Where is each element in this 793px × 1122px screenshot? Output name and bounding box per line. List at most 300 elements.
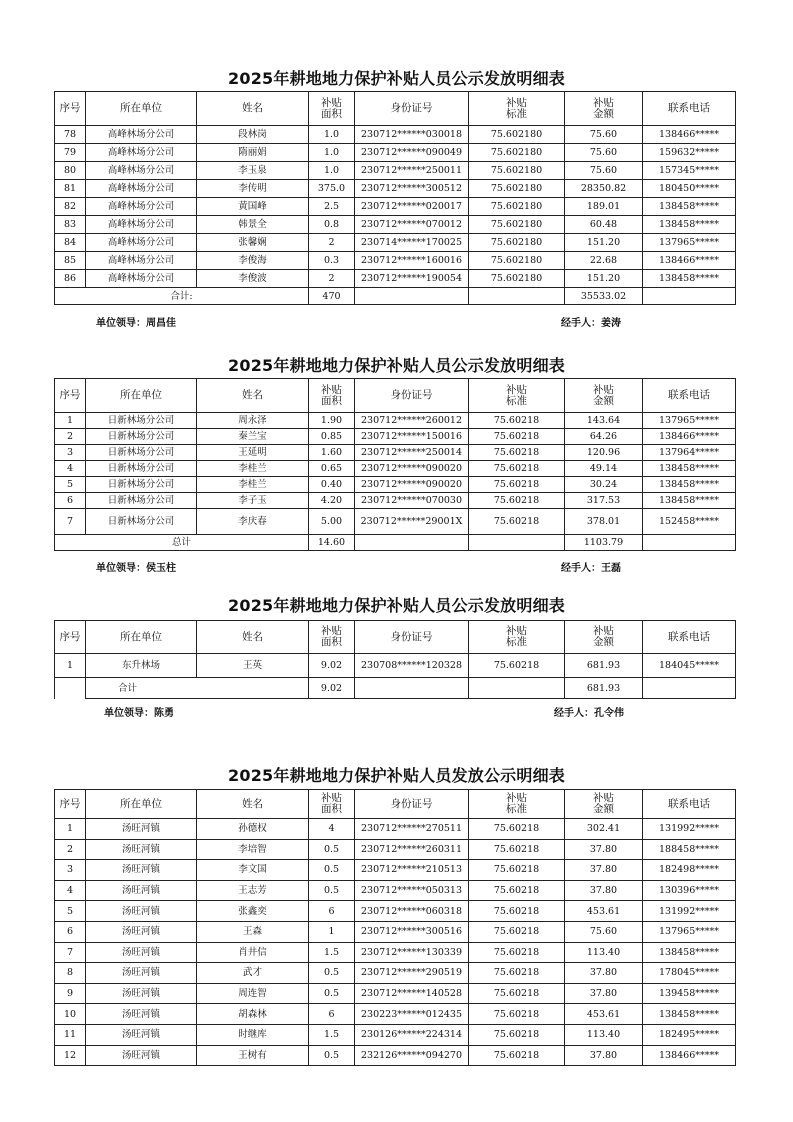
- col-name-header: 姓名: [197, 379, 309, 413]
- row-area: 1.5: [309, 1024, 355, 1045]
- row-unit: 汤旺河镇: [86, 860, 197, 881]
- row-seq: 2: [55, 429, 86, 445]
- row-seq: 86: [55, 270, 86, 288]
- row-id: 230223******012435: [355, 1004, 469, 1025]
- row-area: 4.20: [309, 493, 355, 509]
- row-area: 4: [309, 819, 355, 840]
- row-id: 230712******090020: [355, 461, 469, 477]
- section-4-title: 2025年耕地地力保护补贴人员发放公示明细表: [228, 766, 565, 785]
- row-amount: 453.61: [565, 901, 643, 922]
- row-std: 75.60218: [469, 654, 565, 678]
- row-name: 张馨娴: [197, 234, 309, 252]
- row-std: 75.602180: [469, 234, 565, 252]
- total-area: 9.02: [309, 678, 355, 699]
- col-amount-header: 补贴 金额: [565, 621, 643, 654]
- row-phone: 138458*****: [643, 477, 736, 493]
- row-seq: 82: [55, 198, 86, 216]
- row-id: 230712******250011: [355, 162, 469, 180]
- col-id-header: 身份证号: [355, 379, 469, 413]
- row-unit: 日新林场分公司: [86, 445, 197, 461]
- row-phone: 182495*****: [643, 1024, 736, 1045]
- row-unit: 汤旺河镇: [86, 880, 197, 901]
- col-phone-header: 联系电话: [643, 379, 736, 413]
- col-std-header: 补贴 标准: [469, 621, 565, 654]
- row-unit: 日新林场分公司: [86, 429, 197, 445]
- col-amount-header: 补贴 金额: [565, 790, 643, 819]
- row-amount: 30.24: [565, 477, 643, 493]
- col-seq-header: 序号: [55, 790, 86, 819]
- row-name: 李培智: [197, 839, 309, 860]
- total-amount: 35533.02: [565, 288, 643, 305]
- col-amount-header: 补贴 金额: [565, 379, 643, 413]
- col-area-header: 补贴 面积: [309, 379, 355, 413]
- total-row: [55, 535, 736, 551]
- row-phone: 180450*****: [643, 180, 736, 198]
- row-std: 75.60218: [469, 445, 565, 461]
- row-area: 1.90: [309, 413, 355, 429]
- section-1-title: 2025年耕地地力保护补贴人员公示发放明细表: [228, 69, 565, 88]
- row-std: 75.602180: [469, 198, 565, 216]
- row-std: 75.602180: [469, 216, 565, 234]
- table-header-row: [55, 790, 736, 819]
- row-id: 230712******260311: [355, 839, 469, 860]
- empty-cell: [355, 535, 469, 551]
- col-seq-header: 序号: [55, 621, 86, 654]
- row-phone: 137965*****: [643, 234, 736, 252]
- row-phone: 131992*****: [643, 901, 736, 922]
- row-phone: 184045*****: [643, 654, 736, 678]
- row-unit: 日新林场分公司: [86, 461, 197, 477]
- row-amount: 37.80: [565, 983, 643, 1004]
- row-unit: 高峰林场分公司: [86, 270, 197, 288]
- row-area: 2: [309, 234, 355, 252]
- table-row: [55, 162, 736, 180]
- row-phone: 159632*****: [643, 144, 736, 162]
- table-row: [55, 509, 736, 535]
- row-phone: 157345*****: [643, 162, 736, 180]
- row-name: 肖井信: [197, 942, 309, 963]
- row-amount: 378.01: [565, 509, 643, 535]
- row-name: 王志芳: [197, 880, 309, 901]
- row-phone: 138466*****: [643, 126, 736, 144]
- table-row: [55, 963, 736, 984]
- row-unit: 高峰林场分公司: [86, 234, 197, 252]
- row-unit: 高峰林场分公司: [86, 180, 197, 198]
- row-std: 75.602180: [469, 252, 565, 270]
- col-amount-header: 补贴 金额: [565, 92, 643, 126]
- total-area: 470: [309, 288, 355, 305]
- row-name: 张鑫奕: [197, 901, 309, 922]
- row-amount: 189.01: [565, 198, 643, 216]
- row-std: 75.60218: [469, 942, 565, 963]
- row-unit: 高峰林场分公司: [86, 144, 197, 162]
- row-seq: 6: [55, 921, 86, 942]
- row-std: 75.60218: [469, 493, 565, 509]
- empty-cell: [355, 678, 469, 699]
- row-area: 0.3: [309, 252, 355, 270]
- row-area: 0.40: [309, 477, 355, 493]
- row-seq: 5: [55, 901, 86, 922]
- row-unit: 日新林场分公司: [86, 493, 197, 509]
- row-id: 230712******070012: [355, 216, 469, 234]
- row-id: 230712******160016: [355, 252, 469, 270]
- row-name: 王树有: [197, 1045, 309, 1066]
- row-seq: 7: [55, 942, 86, 963]
- empty-cell: [643, 288, 736, 305]
- row-name: 周连智: [197, 983, 309, 1004]
- total-amount: 1103.79: [565, 535, 643, 551]
- row-area: 1.0: [309, 144, 355, 162]
- row-std: 75.60218: [469, 429, 565, 445]
- col-unit-header: 所在单位: [86, 790, 197, 819]
- row-area: 0.5: [309, 983, 355, 1004]
- table-row: [55, 413, 736, 429]
- row-amount: 37.80: [565, 839, 643, 860]
- row-phone: 138458*****: [643, 216, 736, 234]
- row-id: 230708******120328: [355, 654, 469, 678]
- unit-leader: 单位领导：周昌佳: [96, 318, 176, 329]
- row-area: 1.0: [309, 126, 355, 144]
- row-name: 李庆春: [197, 509, 309, 535]
- row-unit: 汤旺河镇: [86, 921, 197, 942]
- section-3-table: [54, 620, 736, 699]
- row-unit: 日新林场分公司: [86, 477, 197, 493]
- row-unit: 高峰林场分公司: [86, 216, 197, 234]
- col-std-header: 补贴 标准: [469, 92, 565, 126]
- row-area: 2.5: [309, 198, 355, 216]
- row-id: 230712******210513: [355, 860, 469, 881]
- col-area-header: 补贴 面积: [309, 621, 355, 654]
- row-area: 1: [309, 921, 355, 942]
- row-id: 230712******070030: [355, 493, 469, 509]
- row-std: 75.60218: [469, 963, 565, 984]
- section-1-table: [54, 91, 736, 305]
- row-seq: 11: [55, 1024, 86, 1045]
- row-phone: 131992*****: [643, 819, 736, 840]
- table-header-row: [55, 621, 736, 654]
- row-id: 230712******090020: [355, 477, 469, 493]
- row-amount: 113.40: [565, 1024, 643, 1045]
- row-amount: 64.26: [565, 429, 643, 445]
- row-std: 75.60218: [469, 983, 565, 1004]
- empty-cell: [643, 678, 736, 699]
- row-name: 李俊波: [197, 270, 309, 288]
- row-id: 230712******150016: [355, 429, 469, 445]
- row-name: 韩景全: [197, 216, 309, 234]
- row-amount: 143.64: [565, 413, 643, 429]
- unit-leader: 单位领导：侯玉柱: [96, 563, 176, 574]
- table-row: [55, 144, 736, 162]
- row-area: 0.5: [309, 860, 355, 881]
- col-phone-header: 联系电话: [643, 621, 736, 654]
- table-row: [55, 216, 736, 234]
- row-amount: 113.40: [565, 942, 643, 963]
- total-row: [55, 678, 736, 699]
- row-amount: 37.80: [565, 1045, 643, 1066]
- row-amount: 317.53: [565, 493, 643, 509]
- total-area: 14.60: [309, 535, 355, 551]
- empty-cell: [469, 535, 565, 551]
- col-name-header: 姓名: [197, 621, 309, 654]
- table-row: [55, 429, 736, 445]
- row-phone: 137965*****: [643, 413, 736, 429]
- table-header-row: [55, 379, 736, 413]
- row-phone: 138458*****: [643, 461, 736, 477]
- col-seq-header: 序号: [55, 92, 86, 126]
- row-unit: 高峰林场分公司: [86, 162, 197, 180]
- row-seq: 80: [55, 162, 86, 180]
- table-row: [55, 819, 736, 840]
- col-id-header: 身份证号: [355, 790, 469, 819]
- empty-cell: [55, 678, 86, 699]
- row-unit: 汤旺河镇: [86, 839, 197, 860]
- section-2-title: 2025年耕地地力保护补贴人员公示发放明细表: [228, 356, 565, 375]
- row-seq: 81: [55, 180, 86, 198]
- row-area: 0.5: [309, 963, 355, 984]
- row-name: 隋丽娟: [197, 144, 309, 162]
- row-unit: 汤旺河镇: [86, 983, 197, 1004]
- table-row: [55, 1004, 736, 1025]
- row-std: 75.60218: [469, 1004, 565, 1025]
- row-phone: 138458*****: [643, 1004, 736, 1025]
- row-phone: 138466*****: [643, 252, 736, 270]
- row-amount: 453.61: [565, 1004, 643, 1025]
- col-std-header: 补贴 标准: [469, 379, 565, 413]
- row-std: 75.60218: [469, 413, 565, 429]
- row-id: 230712******29001X: [355, 509, 469, 535]
- row-phone: 137964*****: [643, 445, 736, 461]
- row-name: 王森: [197, 921, 309, 942]
- row-id: 230712******260012: [355, 413, 469, 429]
- row-std: 75.60218: [469, 509, 565, 535]
- row-amount: 37.80: [565, 860, 643, 881]
- row-phone: 178045*****: [643, 963, 736, 984]
- row-amount: 60.48: [565, 216, 643, 234]
- row-seq: 5: [55, 477, 86, 493]
- row-id: 230712******060318: [355, 901, 469, 922]
- total-label: 合计: [86, 678, 309, 699]
- table-row: [55, 234, 736, 252]
- row-std: 75.60218: [469, 1024, 565, 1045]
- row-seq: 4: [55, 461, 86, 477]
- col-name-header: 姓名: [197, 92, 309, 126]
- row-amount: 151.20: [565, 234, 643, 252]
- col-area-header: 补贴 面积: [309, 92, 355, 126]
- row-id: 230712******270511: [355, 819, 469, 840]
- table-row: [55, 180, 736, 198]
- row-name: 武才: [197, 963, 309, 984]
- row-amount: 75.60: [565, 921, 643, 942]
- row-std: 75.60218: [469, 921, 565, 942]
- row-id: 230712******190054: [355, 270, 469, 288]
- row-phone: 138466*****: [643, 429, 736, 445]
- table-row: [55, 493, 736, 509]
- row-unit: 汤旺河镇: [86, 942, 197, 963]
- table-row: [55, 477, 736, 493]
- table-row: [55, 983, 736, 1004]
- row-id: 230712******050313: [355, 880, 469, 901]
- row-seq: 1: [55, 654, 86, 678]
- row-unit: 高峰林场分公司: [86, 126, 197, 144]
- row-amount: 28350.82: [565, 180, 643, 198]
- row-std: 75.60218: [469, 1045, 565, 1066]
- row-unit: 东升林场: [86, 654, 197, 678]
- row-amount: 75.60: [565, 144, 643, 162]
- row-std: 75.602180: [469, 126, 565, 144]
- table-row: [55, 252, 736, 270]
- row-area: 6: [309, 1004, 355, 1025]
- table-row: [55, 270, 736, 288]
- row-area: 0.5: [309, 880, 355, 901]
- col-unit-header: 所在单位: [86, 379, 197, 413]
- row-area: 0.8: [309, 216, 355, 234]
- row-seq: 2: [55, 839, 86, 860]
- row-phone: 138458*****: [643, 493, 736, 509]
- col-phone-header: 联系电话: [643, 790, 736, 819]
- section-2-table: [54, 378, 736, 551]
- row-unit: 汤旺河镇: [86, 1004, 197, 1025]
- row-name: 王英: [197, 654, 309, 678]
- row-amount: 37.80: [565, 963, 643, 984]
- section-4-table: [54, 789, 736, 1066]
- row-seq: 3: [55, 445, 86, 461]
- unit-leader: 单位领导：陈勇: [104, 708, 174, 719]
- row-id: 230712******300516: [355, 921, 469, 942]
- col-phone-header: 联系电话: [643, 92, 736, 126]
- row-phone: 152458*****: [643, 509, 736, 535]
- row-phone: 138466*****: [643, 1045, 736, 1066]
- table-row: [55, 880, 736, 901]
- handler: 经手人：姜涛: [561, 318, 621, 329]
- col-std-header: 补贴 标准: [469, 790, 565, 819]
- row-unit: 汤旺河镇: [86, 901, 197, 922]
- row-std: 75.602180: [469, 180, 565, 198]
- section-3-title: 2025年耕地地力保护补贴人员公示发放明细表: [228, 596, 565, 615]
- table-row: [55, 445, 736, 461]
- col-unit-header: 所在单位: [86, 621, 197, 654]
- empty-cell: [469, 288, 565, 305]
- row-area: 5.00: [309, 509, 355, 535]
- row-amount: 681.93: [565, 654, 643, 678]
- table-row: [55, 921, 736, 942]
- row-area: 6: [309, 901, 355, 922]
- row-name: 李桂兰: [197, 461, 309, 477]
- row-name: 段林岗: [197, 126, 309, 144]
- row-seq: 4: [55, 880, 86, 901]
- row-phone: 130396*****: [643, 880, 736, 901]
- row-amount: 120.96: [565, 445, 643, 461]
- row-id: 230712******020017: [355, 198, 469, 216]
- row-name: 李俊海: [197, 252, 309, 270]
- row-std: 75.60218: [469, 819, 565, 840]
- row-name: 王延明: [197, 445, 309, 461]
- row-std: 75.602180: [469, 270, 565, 288]
- row-id: 230714******170025: [355, 234, 469, 252]
- total-amount: 681.93: [565, 678, 643, 699]
- row-seq: 1: [55, 819, 86, 840]
- row-std: 75.60218: [469, 839, 565, 860]
- table-row: [55, 942, 736, 963]
- handler: 经手人：王磊: [561, 563, 621, 574]
- handler: 经手人：孔令伟: [554, 708, 624, 719]
- row-seq: 7: [55, 509, 86, 535]
- row-id: 230712******300512: [355, 180, 469, 198]
- empty-cell: [355, 288, 469, 305]
- row-area: 0.5: [309, 1045, 355, 1066]
- empty-cell: [469, 678, 565, 699]
- row-std: 75.60218: [469, 860, 565, 881]
- row-phone: 138458*****: [643, 270, 736, 288]
- table-row: [55, 839, 736, 860]
- col-unit-header: 所在单位: [86, 92, 197, 126]
- row-id: 230712******140528: [355, 983, 469, 1004]
- row-seq: 78: [55, 126, 86, 144]
- row-name: 李子玉: [197, 493, 309, 509]
- table-row: [55, 654, 736, 678]
- row-id: 230126******224314: [355, 1024, 469, 1045]
- row-area: 0.85: [309, 429, 355, 445]
- row-std: 75.602180: [469, 144, 565, 162]
- row-amount: 151.20: [565, 270, 643, 288]
- row-area: 9.02: [309, 654, 355, 678]
- total-label: 合计:: [55, 288, 309, 305]
- row-unit: 汤旺河镇: [86, 963, 197, 984]
- row-unit: 高峰林场分公司: [86, 198, 197, 216]
- col-id-header: 身份证号: [355, 621, 469, 654]
- row-seq: 1: [55, 413, 86, 429]
- table-row: [55, 901, 736, 922]
- row-std: 75.60218: [469, 477, 565, 493]
- row-std: 75.602180: [469, 162, 565, 180]
- row-unit: 高峰林场分公司: [86, 252, 197, 270]
- row-phone: 139458*****: [643, 983, 736, 1004]
- row-unit: 汤旺河镇: [86, 819, 197, 840]
- row-area: 0.65: [309, 461, 355, 477]
- row-unit: 汤旺河镇: [86, 1024, 197, 1045]
- table-row: [55, 1045, 736, 1066]
- row-std: 75.60218: [469, 461, 565, 477]
- col-id-header: 身份证号: [355, 92, 469, 126]
- row-name: 黄国峰: [197, 198, 309, 216]
- row-seq: 85: [55, 252, 86, 270]
- row-id: 230712******030018: [355, 126, 469, 144]
- col-name-header: 姓名: [197, 790, 309, 819]
- total-label: 总计: [55, 535, 309, 551]
- row-seq: 79: [55, 144, 86, 162]
- row-id: 230712******290519: [355, 963, 469, 984]
- row-seq: 3: [55, 860, 86, 881]
- row-id: 230712******090049: [355, 144, 469, 162]
- table-row: [55, 860, 736, 881]
- table-row: [55, 198, 736, 216]
- total-row: [55, 288, 736, 305]
- row-id: 232126******094270: [355, 1045, 469, 1066]
- row-seq: 84: [55, 234, 86, 252]
- row-amount: 22.68: [565, 252, 643, 270]
- row-std: 75.60218: [469, 901, 565, 922]
- row-name: 李传明: [197, 180, 309, 198]
- row-unit: 日新林场分公司: [86, 413, 197, 429]
- row-seq: 8: [55, 963, 86, 984]
- row-name: 孙德权: [197, 819, 309, 840]
- row-seq: 10: [55, 1004, 86, 1025]
- row-area: 375.0: [309, 180, 355, 198]
- row-amount: 75.60: [565, 126, 643, 144]
- table-header-row: [55, 92, 736, 126]
- row-name: 李玉泉: [197, 162, 309, 180]
- row-phone: 188458*****: [643, 839, 736, 860]
- row-name: 李文国: [197, 860, 309, 881]
